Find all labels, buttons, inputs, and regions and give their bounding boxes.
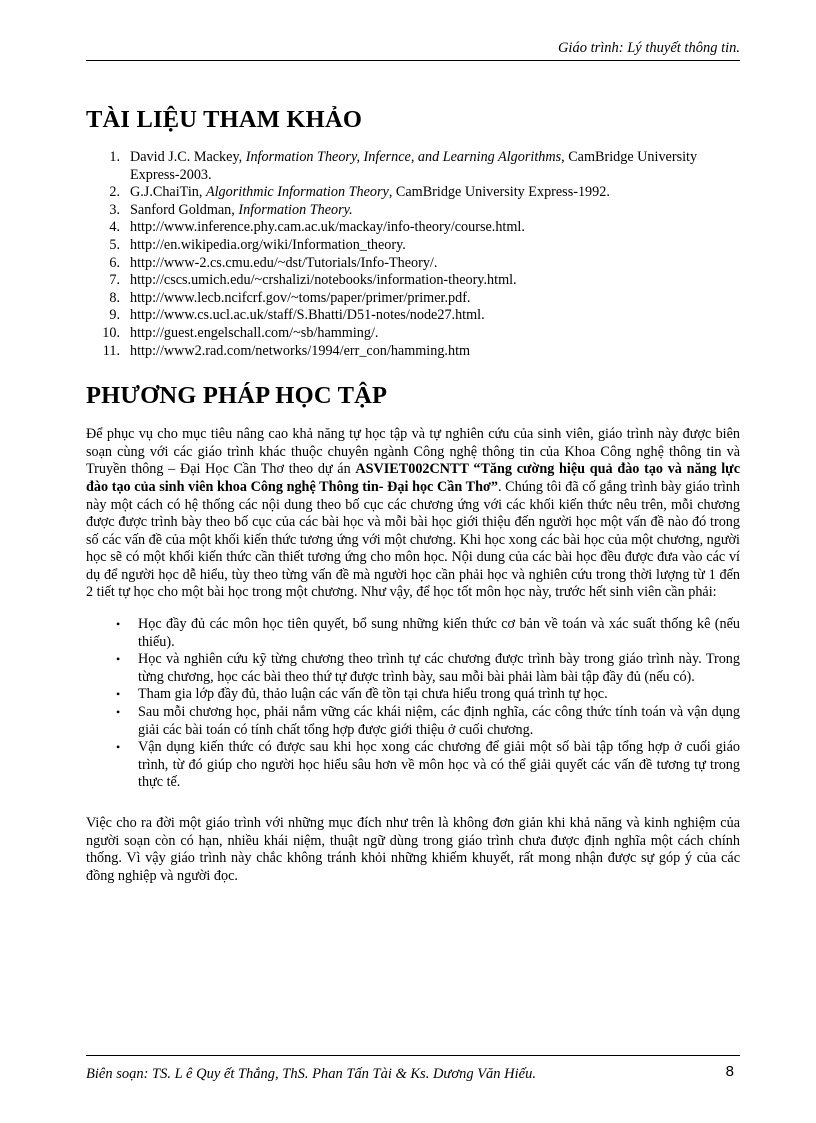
- reference-item: 5. http://en.wikipedia.org/wiki/Information_theory.: [109, 236, 406, 253]
- list-item: • Học đầy đủ các môn học tiên quyết, bổ sung những kiến thức cơ bản về toán và xác suất thống kê (nếu thiếu).: [116, 616, 740, 650]
- reference-item: 10. http://guest.engelschall.com/~sb/hamming/.: [102, 324, 379, 341]
- reference-item: 1. David J.C. Mackey, Information Theory, Infernce, and Learning Algorithms, CamBridge University Express-2003.: [109, 149, 698, 183]
- reference-item: 4. http://www.inference.phy.cam.ac.uk/mackay/info-theory/course.html.: [109, 219, 525, 236]
- header-title: Giáo trình: Lý thuyết thông tin.: [557, 40, 740, 56]
- reference-item: 7. http://cscs.umich.edu/~crshalizi/notebooks/information-theory.html.: [109, 272, 517, 289]
- footer-authors: Biên soạn: TS. L ê Quy ết Thắng, ThS. Phan Tấn Tài & Ks. Dương Văn Hiếu.: [86, 1066, 536, 1082]
- reference-item: 3. Sanford Goldman, Information Theory.: [109, 201, 353, 218]
- reference-item: 2. G.J.ChaiTin, Algorithmic Information Theory, CamBridge University Express-1992.: [109, 184, 610, 201]
- page-header: [86, 38, 740, 61]
- reference-item: 6. http://www-2.cs.cmu.edu/~dst/Tutorials/Info-Theory/.: [109, 254, 438, 271]
- list-item: • Học và nghiên cứu kỹ từng chương theo trình tự các chương được trình bày trong giáo trình này. Trong từng chương, học các bài theo thứ tự được trình bày, sau mỗi bài phải làm bài tập đầy đủ (nếu có).: [116, 651, 740, 685]
- page-content: [86, 104, 740, 885]
- list-item: • Vận dụng kiến thức có được sau khi học xong các chương để giải một số bài tập tổng hợp ở cuối giáo trình, từ đó giúp cho người học hiểu sâu hơn về môn học và có thể giải quyết các vấn đề tương tự trong thực tế.: [116, 739, 740, 791]
- page-number: 8: [725, 1063, 734, 1080]
- study-advice-list: [86, 616, 740, 792]
- references-heading: TÀI LIỆU THAM KHẢO: [86, 106, 363, 133]
- reference-item: 8. http://www.lecb.ncifcrf.gov/~toms/paper/primer/primer.pdf.: [109, 289, 471, 306]
- page-footer: [86, 1055, 740, 1084]
- bullet-icon: •: [116, 687, 121, 702]
- list-item: • Tham gia lớp đầy đủ, thảo luận các vấn đề tồn tại chưa hiểu trong quá trình tự học.: [116, 686, 608, 703]
- study-method-heading: PHƯƠNG PHÁP HỌC TẬP: [86, 382, 388, 410]
- reference-item: 11. http://www2.rad.com/networks/1994/err_con/hamming.htm: [102, 342, 471, 359]
- intro-paragraph: Để phục vụ cho mục tiêu nâng cao khả năng tự học tập và tự nghiên cứu của sinh viên, giáo trình này được biên soạn cùng với các giáo trình khác thuộc chuyên ngành Công nghệ thông tin của Khoa Công nghệ thông tin và Truyền thông – Đại Học Cần Thơ theo dự án ASVIET002CNTT “Tăng cường hiệu quả đào tạo và năng lực đào tạo của sinh viên khoa Công nghệ Thông tin- Đại học Cần Thơ”. Chúng tôi đã cố gắng trình bày giáo trình này một cách có hệ thống các nội dung theo bố cục các chương ứng với các khối kiến thức nêu trên, mỗi chương được được trình bày theo bố cục của các bài học và mỗi bài học giới thiệu đến người học một vấn đề nào đó trong số các vấn đề của một khối kiến thức tương ứng với một chương. Khi học xong các bài học của một chương, người học sẽ có một khối kiến thức cần thiết tương ứng cho môn học. Nội dung của các bài học đều được đưa vào các ví dụ để người học dễ hiểu, tùy theo từng vấn đề mà người học cần phải học và nghiên cứu trong thời lượng từ 1 đến 2 tiết tự học cho một bài học trong một chương. Như vậy, để học tốt môn học này, trước hết sinh viên cần phải:: [86, 426, 740, 601]
- reference-item: 9. http://www.cs.ucl.ac.uk/staff/S.Bhatti/D51-notes/node27.html.: [109, 307, 485, 324]
- bullet-icon: •: [116, 740, 121, 755]
- list-item: • Sau mỗi chương học, phải nắm vững các khái niệm, các định nghĩa, các công thức tính toán và vận dụng giải các bài toán có tính chất tổng hợp được giới thiệu ở cuối chương.: [116, 704, 740, 738]
- bullet-icon: •: [116, 705, 121, 720]
- reference-list: [86, 149, 740, 360]
- bullet-icon: •: [116, 617, 121, 632]
- closing-paragraph: Việc cho ra đời một giáo trình với những mục đích như trên là không đơn giản khi khả năng và kinh nghiệm của người soạn còn có hạn, nhiều khái niệm, thuật ngữ dùng trong giáo trình chưa được định nghĩa một cách chính thống. Vì vậy giáo trình này chắc không tránh khỏi những khiếm khuyết, rất mong nhận được sự góp ý của các đồng nghiệp và người đọc.: [86, 815, 740, 884]
- project-title: ASVIET002CNTT “Tăng cường hiệu quả đào tạo và năng lực đào tạo của sinh viên khoa Công nghệ Thông tin- Đại học Cần Thơ”: [86, 461, 740, 495]
- bullet-icon: •: [116, 652, 121, 667]
